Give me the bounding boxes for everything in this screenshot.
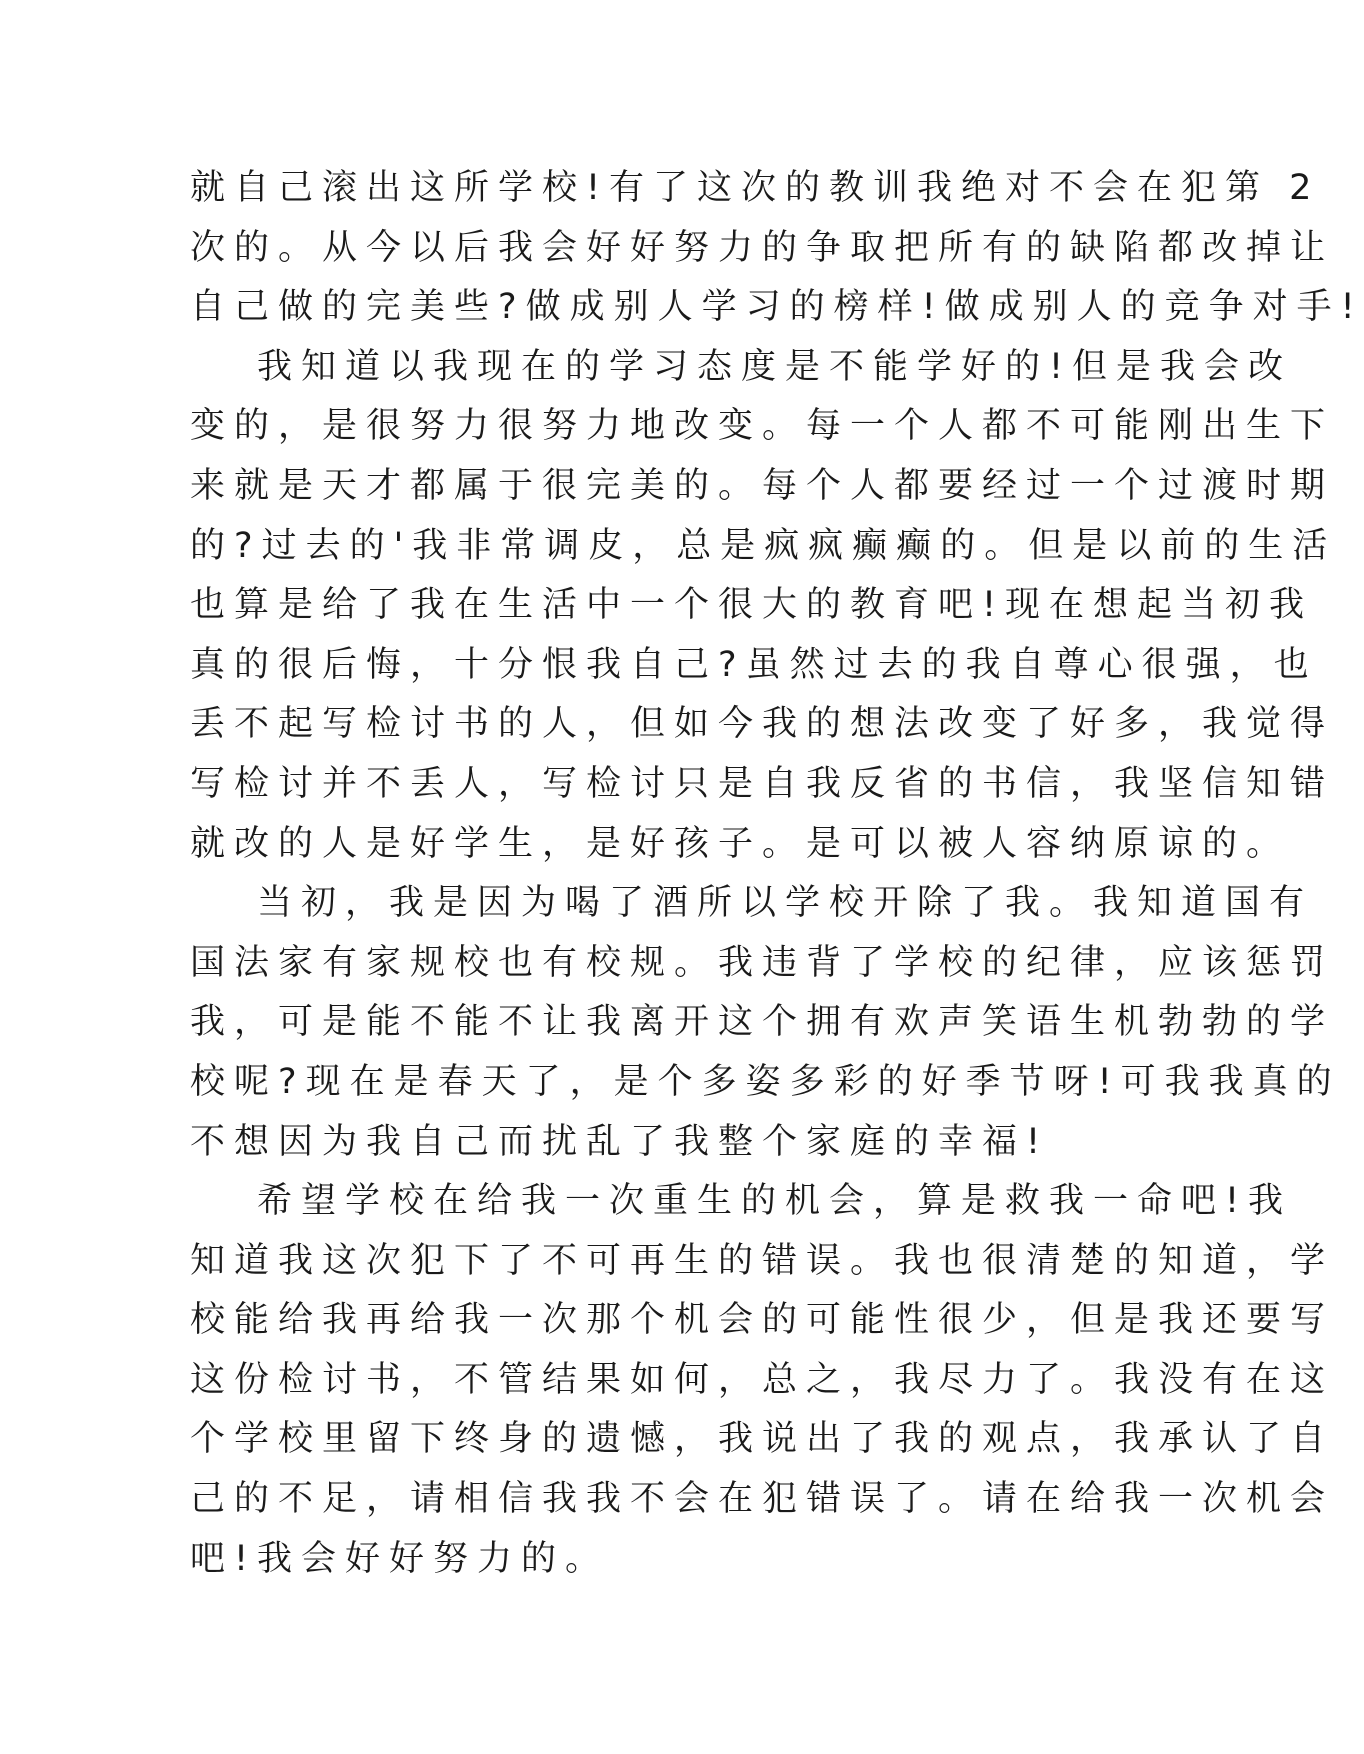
text-line: 次的。从今以后我会好好努力的争取把所有的缺陷都改掉让 bbox=[190, 227, 1335, 268]
text-line: 希望学校在给我一次重生的机会，算是救我一命吧!我 bbox=[257, 1181, 1293, 1222]
paragraph bbox=[190, 1172, 1335, 1589]
text-line: 国法家有家规校也有校规。我违背了学校的纪律，应该惩罚 bbox=[190, 942, 1335, 983]
text-line: 校呢?现在是春天了，是个多姿多彩的好季节呀!可我我真的 bbox=[190, 1061, 1341, 1102]
text-line: 己的不足，请相信我我不会在犯错误了。请在给我一次机会 bbox=[190, 1479, 1335, 1520]
paragraph bbox=[190, 874, 1341, 1172]
text-line: 就自己滚出这所学校!有了这次的教训我绝对不会在犯第 2 bbox=[190, 168, 1321, 208]
text-line: 来就是天才都属于很完美的。每个人都要经过一个过渡时期 bbox=[190, 465, 1335, 506]
text-line: 我，可是能不能不让我离开这个拥有欢声笑语生机勃勃的学 bbox=[190, 1002, 1335, 1043]
text-line: 这份检讨书，不管结果如何，总之，我尽力了。我没有在这 bbox=[190, 1359, 1335, 1400]
text-line: 丢不起写检讨书的人，但如今我的想法改变了好多，我觉得 bbox=[190, 704, 1335, 745]
paragraph bbox=[190, 338, 1337, 874]
text-line: 就改的人是好学生，是好孩子。是可以被人容纳原谅的。 bbox=[190, 823, 1291, 864]
text-line: 真的很后悔，十分恨我自己?虽然过去的我自尊心很强，也 bbox=[190, 644, 1318, 685]
document-body bbox=[190, 159, 1364, 1589]
text-line: 知道我这次犯下了不可再生的错误。我也很清楚的知道，学 bbox=[190, 1240, 1335, 1281]
text-line: 吧!我会好好努力的。 bbox=[190, 1538, 610, 1579]
text-line: 我知道以我现在的学习态度是不能学好的!但是我会改 bbox=[257, 346, 1293, 387]
text-line: 变的，是很努力很努力地改变。每一个人都不可能刚出生下 bbox=[190, 406, 1335, 447]
text-line: 不想因为我自己而扰乱了我整个家庭的幸福! bbox=[190, 1121, 1050, 1162]
text-line: 校能给我再给我一次那个机会的可能性很少，但是我还要写 bbox=[190, 1300, 1335, 1341]
text-line: 当初，我是因为喝了酒所以学校开除了我。我知道国有 bbox=[257, 883, 1314, 924]
text-line: 的?过去的'我非常调皮，总是疯疯癫癫的。但是以前的生活 bbox=[190, 525, 1337, 566]
text-line: 写检讨并不丢人，写检讨只是自我反省的书信，我坚信知错 bbox=[190, 763, 1335, 804]
text-line: 个学校里留下终身的遗憾，我说出了我的观点，我承认了自 bbox=[190, 1419, 1335, 1460]
text-line: 自己做的完美些?做成别人学习的榜样!做成别人的竞争对手! bbox=[190, 287, 1364, 328]
paragraph bbox=[190, 159, 1364, 338]
text-line: 也算是给了我在生活中一个很大的教育吧!现在想起当初我 bbox=[190, 585, 1314, 626]
